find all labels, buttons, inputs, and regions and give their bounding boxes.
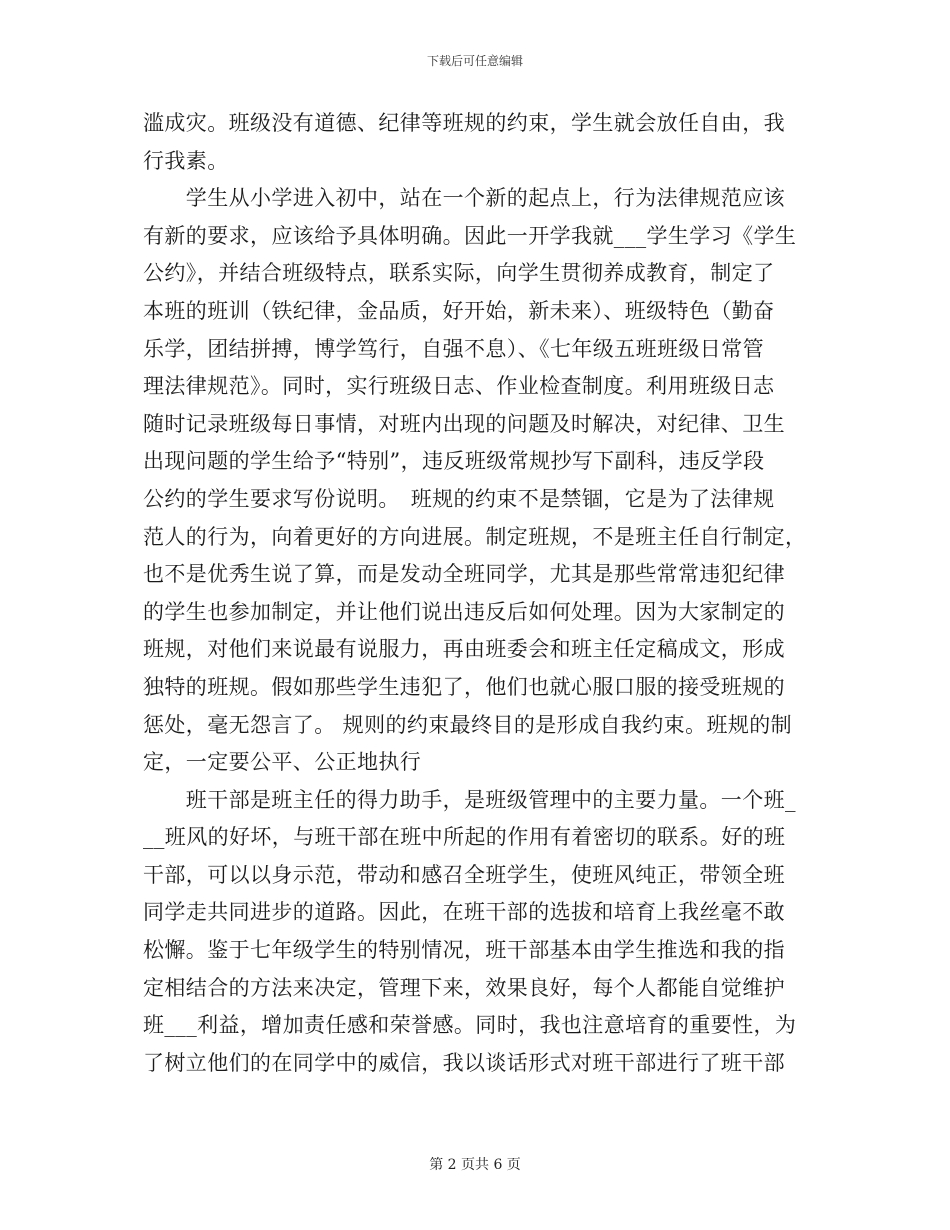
text-line: 松懈。鉴于七年级学生的特别情况，班干部基本由学生推选和我的指 [143,938,785,963]
text-line: 定，一定要公平、公正地执行 [143,750,422,775]
text-line: 范人的行为，向着更好的方向进展。制定班规，不是班主任自行制定， [143,524,807,549]
text-line: __班风的好坏，与班干部在班中所起的作用有着密切的联系。好的班 [143,825,786,850]
page-number-footer: 第 2 页共 6 页 [429,1157,521,1173]
text-line: 干部，可以以身示范，带动和感召全班学生，使班风纯正，带领全班 [143,862,785,887]
text-line: 班干部是班主任的得力助手，是班级管理中的主要力量。一个班_ [143,787,796,812]
text-line: 也不是优秀生说了算，而是发动全班同学，尤其是那些常常违犯纪律 [143,562,785,587]
text-line: 理法律规范》。同时，实行班级日志、作业检查制度。利用班级日志 [143,374,775,399]
text-line: 出现问题的学生给予“特别”，违反班级常规抄写下副科，违反学段 [143,449,765,474]
text-line: 公约的学生要求写份说明。 班规的约束不是禁锢，它是为了法律规 [143,486,775,511]
text-line: 公约》，并结合班级特点，联系实际，向学生贯彻养成教育，制定了 [143,261,775,286]
text-line: 本班的班训（铁纪律，金品质，好开始，新未来）、班级特色（勤奋 [143,298,775,323]
text-line: 行我素。 [143,148,229,173]
text-line: 独特的班规。假如那些学生违犯了，他们也就心服口服的接受班规的 [143,674,785,699]
text-line: 有新的要求，应该给予具体明确。因此一开学我就___学生学习《学生 [143,223,797,248]
page-header: 下载后可任意编辑 [426,54,523,68]
text-line: 定相结合的方法来决定，管理下来，效果良好，每个人都能自觉维护 [143,975,785,1000]
text-line: 学生从小学进入初中，站在一个新的起点上，行为法律规范应该 [143,186,785,211]
text-line: 班规，对他们来说最有说服力，再由班委会和班主任定稿成文，形成 [143,637,785,662]
text-line: 乐学，团结拼搏，博学笃行，自强不息）、《七年级五班班级日常管 [143,336,764,361]
text-line: 同学走共同进步的道路。因此，在班干部的选拔和培育上我丝毫不敢 [143,900,785,925]
text-line: 随时记录班级每日事情，对班内出现的问题及时解决，对纪律、卫生 [143,411,785,436]
text-line: 了树立他们的在同学中的威信，我以谈话形式对班干部进行了班干部 [143,1050,785,1075]
text-line: 惩处，毫无怨言了。 规则的约束最终目的是形成自我约束。班规的制 [143,712,793,737]
text-line: 班___利益，增加责任感和荣誉感。同时，我也注意培育的重要性，为 [143,1013,797,1038]
document-body [143,105,807,1082]
text-line: 的学生也参加制定，并让他们说出违反后如何处理。因为大家制定的 [143,599,785,624]
text-line: 滥成灾。班级没有道德、纪律等班规的约束，学生就会放任自由，我 [143,111,785,135]
